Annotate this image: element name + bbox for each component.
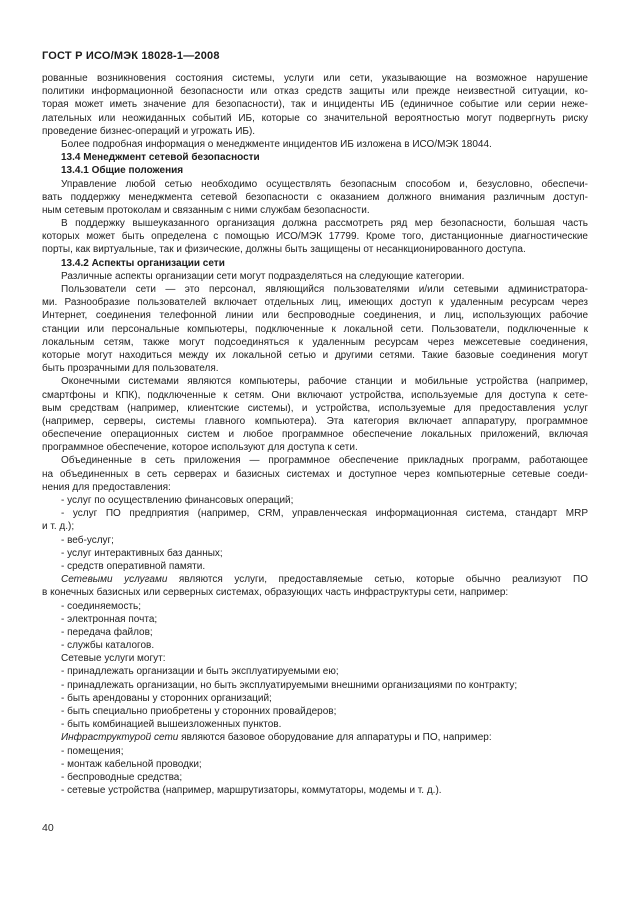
text-line: Сетевыми услугами являются услуги, предоставляемые сетью, которые обычно реализуют ПО (61, 574, 588, 586)
text-line: программное обеспечение, которое используют для доступа к сети. (42, 442, 358, 454)
text-line: - средств оперативной памяти. (61, 560, 206, 572)
text-line: порты, как виртуальные, так и физические, должны быть защищены от несанкционированного доступа. (42, 244, 526, 256)
text-line: Оконечными системами являются компьютеры, рабочие станции и мобильные устройства (например, (61, 376, 588, 388)
text-line: вать поддержку менеджмента сетевой безопасности с оказанием должного внимания различным доступ- (42, 191, 588, 203)
text-line: - услуг ПО предприятия (например, CRM, управленческая информационная система, стандарт MRP (61, 508, 588, 520)
text-line: станции или персональные компьютеры, подключенные к локальной сети. Пользователи, подключенные к (42, 323, 588, 335)
text-line: в конечных базисных или серверных системах, образующих часть инфраструктуры сети, например: (42, 587, 509, 599)
text-line: рованные возникновения состояния системы, услуги или сети, указывающие на возможное нарушение (42, 73, 588, 84)
text-line: - соединяемость; (61, 600, 142, 612)
text-line: В поддержку вышеуказанного организация должна рассмотреть ряд мер безопасности, большая часть (61, 218, 588, 230)
text-line: Более подробная информация о менеджменте инцидентов ИБ изложена в ИСО/МЭК 18044. (61, 138, 492, 150)
text-line: - услуг интерактивных баз данных; (61, 547, 223, 559)
text-line: и т. д.); (42, 521, 75, 533)
text-line: политики информационной безопасности или отказ средств защиты или прежде неизвестной ситуации, ко- (42, 86, 588, 98)
text-line: проведение бизнес-операций и угрожать ИБ). (42, 125, 256, 137)
document-body (42, 72, 588, 797)
text-line: лательных или неожиданных событий ИБ, которые со значительной вероятностью могут подвергнуть риску (42, 112, 588, 124)
heading-line: 13.4.1 Общие положения (61, 165, 184, 177)
text-line: - сетевые устройства (например, маршрутизаторы, коммутаторы, модемы и т. д.). (61, 785, 442, 797)
text-line: ми. Разнообразие пользователей включает отдельных лиц, имеющих доступ к удаленным ресурсам через (42, 297, 588, 309)
text-line: нения для предоставления: (42, 481, 171, 493)
text-line: - веб-услуг; (61, 534, 114, 546)
text-line: - передача файлов; (61, 626, 153, 638)
text-line: Пользователи сети — это персонал, являющийся пользователями и/или сетевыми администратора- (61, 284, 588, 295)
heading-line: 13.4.2 Аспекты организации сети (61, 257, 225, 269)
text-line: вым средствам (например, клиентские системы), и устройства, используемые для предоставления услуг (42, 402, 588, 414)
text-line: (например, серверы, системы главного компьютера). Эта категория включает аппаратуру, программное (42, 415, 588, 427)
text-line: Объединенные в сеть приложения — программное обеспечение прикладных программ, работающее (61, 455, 588, 467)
text-line: - услуг по осуществлению финансовых операций; (61, 495, 294, 506)
text-line: торая может иметь значение для безопасности), так и инциденты ИБ (единичное событие или серии неже- (42, 99, 588, 111)
text-line: локальным сетям, также могут подсоединяться к удаленным ресурсам через межсетевые соединения, (42, 336, 588, 348)
text-line: - быть арендованы у сторонних организаций; (61, 692, 272, 704)
text-line: - электронная почта; (61, 613, 158, 625)
text-line: Инфраструктурой сети являются базовое оборудование для аппаратуры и ПО, например: (61, 732, 492, 744)
text-line: которых может быть определена с помощью ИСО/МЭК 17799. Кроме того, дистанционные диагностические (42, 231, 588, 243)
page-number: 40 (42, 822, 54, 834)
text-line: - быть специально приобретены у сторонних провайдеров; (61, 706, 337, 717)
text-line: Интернет, соединения телефонной линии или беспроводные соединения, и лиц, использующих рабочие (42, 310, 588, 322)
text-line: смартфоны и КПК), подключенные к сетям. Они включают устройства, используемые для доступа к сете- (42, 389, 588, 401)
text-line: быть прозрачными для пользователя. (42, 363, 219, 375)
text-line: - помещения; (61, 745, 124, 757)
text-line: - беспроводные средства; (61, 771, 183, 783)
text-line: ным сетевым протоколам и связанным с ними службам безопасности. (42, 204, 370, 216)
text-line: - принадлежать организации и быть эксплуатируемыми ею; (61, 666, 339, 678)
text-line: на объединенных в сеть серверах и базисных системах и доступное через компьютерные сетевые соеди- (42, 468, 588, 480)
text-line: - принадлежать организации, но быть эксплуатируемыми внешними организациями по контракту; (61, 679, 518, 691)
text-line: которые могут находиться между их локальной сетью и другими сетями. Такие базовые соединения могут (42, 349, 588, 361)
text-line: Различные аспекты организации сети могут подразделяться на следующие категории. (61, 270, 465, 282)
text-line: - монтаж кабельной проводки; (61, 758, 202, 770)
text-line: Сетевые услуги могут: (61, 653, 166, 665)
text-line: обеспечение операционных систем и любое программное обеспечение локальных приложений, включая (42, 429, 588, 441)
heading-line: 13.4 Менеджмент сетевой безопасности (61, 152, 260, 164)
document-header-title: ГОСТ Р ИСО/МЭК 18028-1—2008 (42, 50, 220, 62)
text-line: - службы каталогов. (61, 640, 155, 652)
text-line: - быть комбинацией вышеизложенных пунктов. (61, 719, 282, 731)
text-line: Управление любой сетью необходимо осуществлять безопасным способом и, безусловно, обеспечи- (61, 178, 588, 190)
